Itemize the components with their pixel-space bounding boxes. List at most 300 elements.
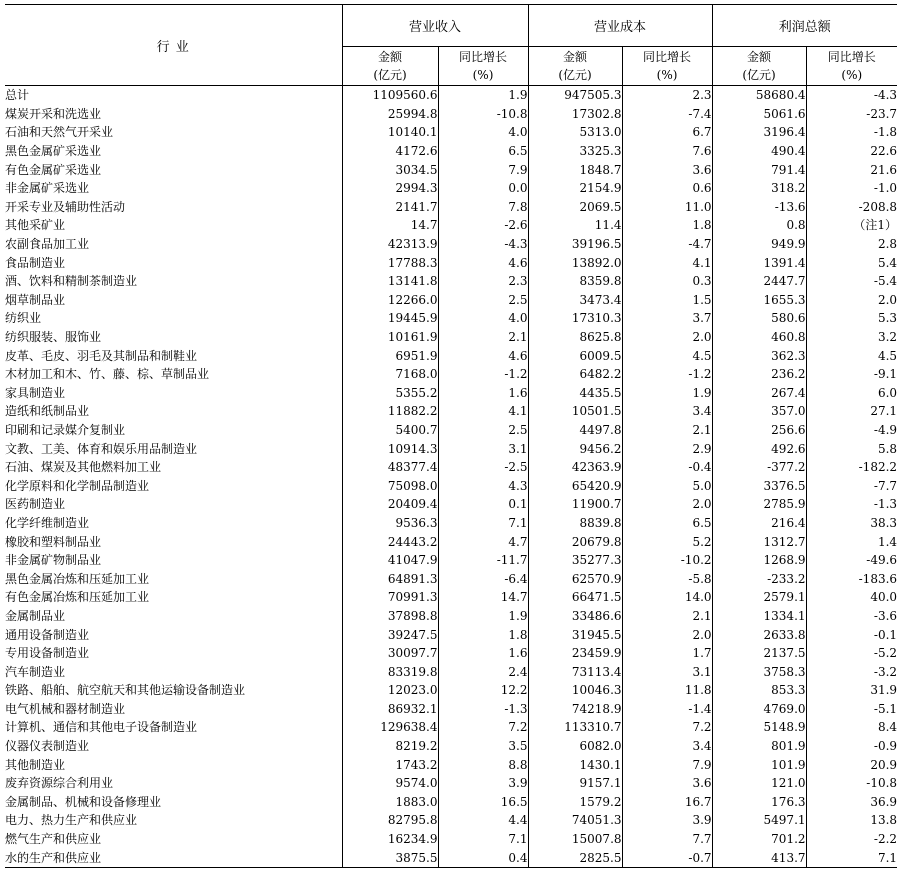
- revenue-growth-cell: 3.1: [438, 439, 528, 458]
- industry-name-cell: 金属制品、机械和设备修理业: [5, 794, 162, 809]
- profit-amount-cell: 5148.9: [712, 718, 806, 737]
- cost-growth-header: [622, 47, 712, 86]
- cost-amount-cell: 2069.5: [528, 198, 622, 217]
- profit-amount-cell: 362.3: [712, 346, 806, 365]
- table-row: [5, 495, 897, 514]
- profit-growth-cell: 4.5: [806, 346, 897, 365]
- table-row: [5, 811, 897, 830]
- cost-amount-cell: 4497.8: [528, 421, 622, 440]
- cost-amount-cell: 8839.8: [528, 514, 622, 533]
- table-row: [5, 774, 897, 793]
- profit-amount-cell: 236.2: [712, 365, 806, 384]
- cost-amount-cell: 8359.8: [528, 272, 622, 291]
- profit-growth-cell: -5.1: [806, 700, 897, 719]
- cost-growth-cell: 3.4: [622, 402, 712, 421]
- cost-amount-cell: 6009.5: [528, 346, 622, 365]
- industry-name-cell: 汽车制造业: [5, 664, 66, 679]
- cost-growth-cell: 0.6: [622, 179, 712, 198]
- revenue-growth-cell: 1.6: [438, 644, 528, 663]
- revenue-amount-cell: 1883.0: [342, 793, 438, 812]
- cost-amount-cell: 35277.3: [528, 551, 622, 570]
- revenue-amount-cell: 2141.7: [342, 198, 438, 217]
- table-row: [5, 123, 897, 142]
- table-row: [5, 160, 897, 179]
- cost-amount-cell: 10501.5: [528, 402, 622, 421]
- profit-growth-cell: 5.4: [806, 253, 897, 272]
- growth-label: 同比增长: [643, 50, 692, 64]
- amount-unit: (亿元): [742, 68, 776, 82]
- industry-name-cell: 非金属矿物制品业: [5, 553, 102, 568]
- industry-name-cell: 家具制造业: [5, 385, 66, 400]
- profit-amount-cell: 801.9: [712, 737, 806, 756]
- profit-growth-cell: -183.6: [806, 569, 897, 588]
- revenue-growth-cell: 3.9: [438, 774, 528, 793]
- industry-name-cell: 铁路、船舶、航空航天和其他运输设备制造业: [5, 683, 246, 698]
- table-row: [5, 439, 897, 458]
- profit-amount-cell: 256.6: [712, 421, 806, 440]
- revenue-amount-cell: 1109560.6: [342, 86, 438, 105]
- industry-name-cell: 化学原料和化学制品制造业: [5, 478, 150, 493]
- profit-growth-cell: 31.9: [806, 681, 897, 700]
- cost-amount-cell: 9456.2: [528, 439, 622, 458]
- cost-growth-cell: 4.1: [622, 253, 712, 272]
- industry-name-cell: 通用设备制造业: [5, 627, 90, 642]
- industry-name-cell: 计算机、通信和其他电子设备制造业: [5, 720, 198, 735]
- table-row: [5, 662, 897, 681]
- profit-amount-cell: 791.4: [712, 160, 806, 179]
- revenue-amount-cell: 10914.3: [342, 439, 438, 458]
- profit-growth-cell: 2.0: [806, 291, 897, 310]
- profit-growth-cell: 1.4: [806, 532, 897, 551]
- cost-growth-cell: 2.9: [622, 439, 712, 458]
- table-row: [5, 551, 897, 570]
- revenue-growth-cell: 14.7: [438, 588, 528, 607]
- revenue-amount-cell: 41047.9: [342, 551, 438, 570]
- cost-amount-cell: 3325.3: [528, 142, 622, 161]
- industry-name-cell: 石油、煤炭及其他燃料加工业: [5, 460, 162, 475]
- profit-amount-cell: 5497.1: [712, 811, 806, 830]
- revenue-growth-cell: 4.0: [438, 123, 528, 142]
- profit-amount-cell: 460.8: [712, 328, 806, 347]
- revenue-amount-cell: 83319.8: [342, 662, 438, 681]
- table-row: [5, 644, 897, 663]
- table-row: [5, 402, 897, 421]
- profit-amount-cell: 1655.3: [712, 291, 806, 310]
- cost-growth-cell: 3.7: [622, 309, 712, 328]
- cost-amount-cell: 42363.9: [528, 458, 622, 477]
- table-row: [5, 681, 897, 700]
- revenue-amount-cell: 82795.8: [342, 811, 438, 830]
- table-row: [5, 105, 897, 124]
- revenue-amount-cell: 37898.8: [342, 607, 438, 626]
- table-row: [5, 309, 897, 328]
- cost-amount-cell: 17302.8: [528, 105, 622, 124]
- cost-amount-cell: 3473.4: [528, 291, 622, 310]
- table-row: [5, 235, 897, 254]
- cost-amount-cell: 73113.4: [528, 662, 622, 681]
- profit-growth-cell: -182.2: [806, 458, 897, 477]
- industry-name-cell: 酒、饮料和精制茶制造业: [5, 274, 138, 289]
- cost-amount-cell: 74051.3: [528, 811, 622, 830]
- profit-growth-cell: -9.1: [806, 365, 897, 384]
- profit-amount-cell: 5061.6: [712, 105, 806, 124]
- table-row: [5, 179, 897, 198]
- revenue-growth-cell: 1.8: [438, 625, 528, 644]
- industry-name-cell: 木材加工和木、竹、藤、棕、草制品业: [5, 367, 210, 382]
- growth-unit: (%): [656, 68, 678, 82]
- table-row: [5, 384, 897, 403]
- revenue-amount-cell: 16234.9: [342, 830, 438, 849]
- revenue-growth-cell: 0.0: [438, 179, 528, 198]
- revenue-growth-cell: 2.4: [438, 662, 528, 681]
- revenue-growth-cell: 7.1: [438, 830, 528, 849]
- revenue-amount-cell: 7168.0: [342, 365, 438, 384]
- revenue-amount-cell: 19445.9: [342, 309, 438, 328]
- industry-name-cell: 医药制造业: [5, 497, 66, 512]
- revenue-amount-cell: 4172.6: [342, 142, 438, 161]
- revenue-amount-cell: 39247.5: [342, 625, 438, 644]
- industry-name-cell: 石油和天然气开采业: [5, 125, 114, 140]
- profit-amount-cell: 949.9: [712, 235, 806, 254]
- cost-growth-cell: -1.2: [622, 365, 712, 384]
- table-row: [5, 291, 897, 310]
- cost-growth-cell: 7.2: [622, 718, 712, 737]
- profit-growth-cell: 3.2: [806, 328, 897, 347]
- industry-name-cell: 印刷和记录媒介复制业: [5, 422, 126, 437]
- revenue-growth-cell: 4.7: [438, 532, 528, 551]
- profit-growth-cell: -3.6: [806, 607, 897, 626]
- profit-growth-cell: 13.8: [806, 811, 897, 830]
- profit-growth-cell: -1.3: [806, 495, 897, 514]
- cost-growth-cell: 2.3: [622, 86, 712, 105]
- amount-label: 金额: [563, 50, 588, 64]
- cost-growth-cell: -1.4: [622, 700, 712, 719]
- profit-amount-cell: 413.7: [712, 848, 806, 867]
- table-row: [5, 421, 897, 440]
- revenue-amount-cell: 25994.8: [342, 105, 438, 124]
- industry-name-cell: 纺织业: [5, 311, 42, 326]
- profit-growth-cell: -4.9: [806, 421, 897, 440]
- industry-name-cell: 纺织服装、服饰业: [5, 330, 102, 345]
- revenue-growth-cell: 7.1: [438, 514, 528, 533]
- profit-growth-cell: -2.2: [806, 830, 897, 849]
- cost-amount-cell: 15007.8: [528, 830, 622, 849]
- profit-growth-cell: 7.1: [806, 848, 897, 867]
- industry-name-cell: 水的生产和供应业: [5, 848, 342, 867]
- table-row: [5, 253, 897, 272]
- cost-growth-cell: 11.0: [622, 198, 712, 217]
- revenue-amount-cell: 17788.3: [342, 253, 438, 272]
- profit-amount-cell: 2579.1: [712, 588, 806, 607]
- table-row: [5, 625, 897, 644]
- revenue-growth-cell: 4.3: [438, 476, 528, 495]
- revenue-growth-cell: 0.1: [438, 495, 528, 514]
- revenue-amount-cell: 5355.2: [342, 384, 438, 403]
- profit-amount-cell: 58680.4: [712, 86, 806, 105]
- cost-amount-cell: 39196.5: [528, 235, 622, 254]
- revenue-growth-cell: -11.7: [438, 551, 528, 570]
- industry-name-cell: 黑色金属矿采选业: [5, 144, 102, 159]
- cost-amount-cell: 947505.3: [528, 86, 622, 105]
- revenue-amount-cell: 24443.2: [342, 532, 438, 551]
- profit-growth-cell: -208.8: [806, 198, 897, 217]
- profit-amount-cell: 490.4: [712, 142, 806, 161]
- profit-growth-cell: 22.6: [806, 142, 897, 161]
- cost-amount-cell: 1430.1: [528, 755, 622, 774]
- revenue-amount-cell: 10161.9: [342, 328, 438, 347]
- revenue-growth-cell: -1.2: [438, 365, 528, 384]
- revenue-growth-cell: 6.5: [438, 142, 528, 161]
- revenue-amount-header: [342, 47, 438, 86]
- revenue-growth-cell: -4.3: [438, 235, 528, 254]
- profit-growth-cell: -23.7: [806, 105, 897, 124]
- cost-growth-cell: -5.8: [622, 569, 712, 588]
- amount-unit: (亿元): [373, 68, 407, 82]
- cost-amount-cell: 33486.6: [528, 607, 622, 626]
- revenue-growth-cell: 0.4: [438, 848, 528, 867]
- revenue-amount-cell: 14.7: [342, 216, 438, 235]
- industry-name-cell: 电力、热力生产和供应业: [5, 813, 138, 828]
- cost-amount-cell: 23459.9: [528, 644, 622, 663]
- cost-amount-cell: 113310.7: [528, 718, 622, 737]
- industry-name-cell: 文教、工美、体育和娱乐用品制造业: [5, 441, 198, 456]
- profit-growth-cell: 6.0: [806, 384, 897, 403]
- revenue-growth-cell: 8.8: [438, 755, 528, 774]
- cost-growth-cell: 3.1: [622, 662, 712, 681]
- revenue-amount-cell: 13141.8: [342, 272, 438, 291]
- industry-name-cell: 有色金属冶炼和压延加工业: [5, 590, 150, 605]
- table-row: [5, 328, 897, 347]
- cost-amount-cell: 1579.2: [528, 793, 622, 812]
- industry-header: 行 业: [5, 5, 342, 86]
- table-row: [5, 216, 897, 235]
- cost-amount-cell: 6082.0: [528, 737, 622, 756]
- cost-growth-cell: 2.1: [622, 421, 712, 440]
- cost-growth-cell: 3.4: [622, 737, 712, 756]
- revenue-amount-cell: 70991.3: [342, 588, 438, 607]
- profit-amount-cell: 2137.5: [712, 644, 806, 663]
- profit-growth-cell: -5.2: [806, 644, 897, 663]
- revenue-group-header: 营业收入: [342, 5, 528, 47]
- growth-unit: (%): [841, 68, 863, 82]
- revenue-growth-cell: 4.6: [438, 346, 528, 365]
- cost-growth-cell: 1.9: [622, 384, 712, 403]
- cost-growth-cell: -0.4: [622, 458, 712, 477]
- profit-amount-cell: 121.0: [712, 774, 806, 793]
- profit-amount-cell: 4769.0: [712, 700, 806, 719]
- industry-name-cell: 仪器仪表制造业: [5, 739, 90, 754]
- amount-label: 金额: [377, 50, 402, 64]
- industry-name-cell: 燃气生产和供应业: [5, 832, 102, 847]
- cost-amount-cell: 20679.8: [528, 532, 622, 551]
- profit-amount-cell: 3196.4: [712, 123, 806, 142]
- revenue-growth-cell: 1.9: [438, 607, 528, 626]
- profit-amount-cell: 357.0: [712, 402, 806, 421]
- cost-amount-cell: 74218.9: [528, 700, 622, 719]
- profit-amount-cell: 101.9: [712, 755, 806, 774]
- profit-amount-cell: 0.8: [712, 216, 806, 235]
- growth-unit: (%): [472, 68, 494, 82]
- profit-amount-cell: -233.2: [712, 569, 806, 588]
- cost-growth-cell: 5.0: [622, 476, 712, 495]
- table-row: [5, 830, 897, 849]
- revenue-amount-cell: 2994.3: [342, 179, 438, 198]
- table-row: [5, 142, 897, 161]
- table-row: [5, 532, 897, 551]
- revenue-growth-cell: 3.5: [438, 737, 528, 756]
- revenue-growth-cell: 2.5: [438, 291, 528, 310]
- revenue-amount-cell: 12023.0: [342, 681, 438, 700]
- profit-growth-cell: -4.3: [806, 86, 897, 105]
- profit-amount-header: [712, 47, 806, 86]
- table-row: [5, 588, 897, 607]
- industry-name-cell: 金属制品业: [5, 608, 66, 623]
- industry-name-cell: 电气机械和器材制造业: [5, 701, 126, 716]
- cost-growth-cell: 2.1: [622, 607, 712, 626]
- amount-label: 金额: [747, 50, 772, 64]
- profit-growth-cell: 40.0: [806, 588, 897, 607]
- cost-growth-cell: 3.6: [622, 160, 712, 179]
- industry-name-cell: 煤炭开采和洗选业: [5, 106, 102, 121]
- profit-growth-cell: -1.8: [806, 123, 897, 142]
- revenue-amount-cell: 1743.2: [342, 755, 438, 774]
- table-row: [5, 569, 897, 588]
- industry-name-cell: 开采专业及辅助性活动: [5, 199, 126, 214]
- table-row: [5, 755, 897, 774]
- profit-amount-cell: -377.2: [712, 458, 806, 477]
- revenue-growth-cell: 4.6: [438, 253, 528, 272]
- industry-name-cell: 化学纤维制造业: [5, 515, 90, 530]
- revenue-growth-cell: 2.5: [438, 421, 528, 440]
- revenue-growth-cell: 7.2: [438, 718, 528, 737]
- cost-growth-cell: 16.7: [622, 793, 712, 812]
- growth-label: 同比增长: [827, 50, 876, 64]
- profit-growth-cell: 5.8: [806, 439, 897, 458]
- cost-growth-cell: 14.0: [622, 588, 712, 607]
- revenue-growth-cell: 2.3: [438, 272, 528, 291]
- revenue-amount-cell: 3034.5: [342, 160, 438, 179]
- revenue-growth-cell: -2.6: [438, 216, 528, 235]
- profit-amount-cell: 701.2: [712, 830, 806, 849]
- revenue-amount-cell: 86932.1: [342, 700, 438, 719]
- table-row: [5, 793, 897, 812]
- revenue-growth-cell: 2.1: [438, 328, 528, 347]
- profit-growth-cell: 8.4: [806, 718, 897, 737]
- revenue-amount-cell: 48377.4: [342, 458, 438, 477]
- revenue-growth-cell: 1.9: [438, 86, 528, 105]
- revenue-amount-cell: 129638.4: [342, 718, 438, 737]
- revenue-growth-cell: 1.6: [438, 384, 528, 403]
- profit-growth-cell: -1.0: [806, 179, 897, 198]
- cost-amount-cell: 8625.8: [528, 328, 622, 347]
- cost-amount-cell: 1848.7: [528, 160, 622, 179]
- revenue-growth-cell: 4.0: [438, 309, 528, 328]
- growth-label: 同比增长: [459, 50, 508, 64]
- cost-amount-cell: 11900.7: [528, 495, 622, 514]
- header-row-groups: [5, 5, 897, 47]
- industry-name-cell: 其他制造业: [5, 757, 66, 772]
- profit-growth-cell: -10.8: [806, 774, 897, 793]
- revenue-amount-cell: 30097.7: [342, 644, 438, 663]
- revenue-amount-cell: 42313.9: [342, 235, 438, 254]
- table-row: [5, 272, 897, 291]
- profit-growth-cell: （注1）: [806, 216, 897, 235]
- cost-growth-cell: -10.2: [622, 551, 712, 570]
- profit-growth-cell: -3.2: [806, 662, 897, 681]
- cost-amount-cell: 62570.9: [528, 569, 622, 588]
- cost-group-header: 营业成本: [528, 5, 712, 47]
- revenue-growth-cell: -10.8: [438, 105, 528, 124]
- profit-amount-cell: 176.3: [712, 793, 806, 812]
- profit-amount-cell: -13.6: [712, 198, 806, 217]
- industry-name-cell: 废弃资源综合利用业: [5, 776, 114, 791]
- profit-group-header: 利润总额: [712, 5, 897, 47]
- cost-growth-cell: 3.6: [622, 774, 712, 793]
- profit-growth-cell: 27.1: [806, 402, 897, 421]
- revenue-amount-cell: 8219.2: [342, 737, 438, 756]
- profit-amount-cell: 216.4: [712, 514, 806, 533]
- industry-name-cell: 皮革、毛皮、羽毛及其制品和制鞋业: [5, 348, 198, 363]
- revenue-amount-cell: 12266.0: [342, 291, 438, 310]
- industry-name-cell: 农副食品加工业: [5, 237, 90, 252]
- revenue-amount-cell: 20409.4: [342, 495, 438, 514]
- industry-name-cell: 黑色金属冶炼和压延加工业: [5, 571, 150, 586]
- table-row: [5, 198, 897, 217]
- profit-growth-cell: -7.7: [806, 476, 897, 495]
- profit-amount-cell: 2633.8: [712, 625, 806, 644]
- profit-amount-cell: 267.4: [712, 384, 806, 403]
- table-row: [5, 365, 897, 384]
- profit-amount-cell: 492.6: [712, 439, 806, 458]
- industry-name-cell: 造纸和纸制品业: [5, 404, 90, 419]
- cost-growth-cell: 7.9: [622, 755, 712, 774]
- profit-growth-cell: 36.9: [806, 793, 897, 812]
- cost-growth-cell: -4.7: [622, 235, 712, 254]
- amount-unit: (亿元): [558, 68, 592, 82]
- table-row: [5, 476, 897, 495]
- industry-financial-table: [5, 4, 897, 868]
- table-body: [5, 86, 897, 868]
- revenue-amount-cell: 9574.0: [342, 774, 438, 793]
- revenue-growth-cell: -2.5: [438, 458, 528, 477]
- profit-growth-cell: 2.8: [806, 235, 897, 254]
- cost-amount-cell: 6482.2: [528, 365, 622, 384]
- cost-amount-cell: 5313.0: [528, 123, 622, 142]
- cost-growth-cell: 7.7: [622, 830, 712, 849]
- revenue-amount-cell: 3875.5: [342, 848, 438, 867]
- cost-amount-cell: 13892.0: [528, 253, 622, 272]
- table-row: [5, 607, 897, 626]
- industry-name-cell: 专用设备制造业: [5, 646, 90, 661]
- cost-growth-cell: 5.2: [622, 532, 712, 551]
- profit-amount-cell: 318.2: [712, 179, 806, 198]
- cost-amount-cell: 2154.9: [528, 179, 622, 198]
- cost-amount-cell: 66471.5: [528, 588, 622, 607]
- table-row: [5, 514, 897, 533]
- cost-growth-cell: -0.7: [622, 848, 712, 867]
- table-row: [5, 737, 897, 756]
- profit-growth-header: [806, 47, 897, 86]
- cost-growth-cell: -7.4: [622, 105, 712, 124]
- table-row: [5, 346, 897, 365]
- profit-growth-cell: 38.3: [806, 514, 897, 533]
- revenue-growth-cell: 12.2: [438, 681, 528, 700]
- revenue-amount-cell: 6951.9: [342, 346, 438, 365]
- cost-growth-cell: 2.0: [622, 328, 712, 347]
- revenue-amount-cell: 64891.3: [342, 569, 438, 588]
- industry-name-cell: 其他采矿业: [5, 218, 66, 233]
- cost-growth-cell: 1.5: [622, 291, 712, 310]
